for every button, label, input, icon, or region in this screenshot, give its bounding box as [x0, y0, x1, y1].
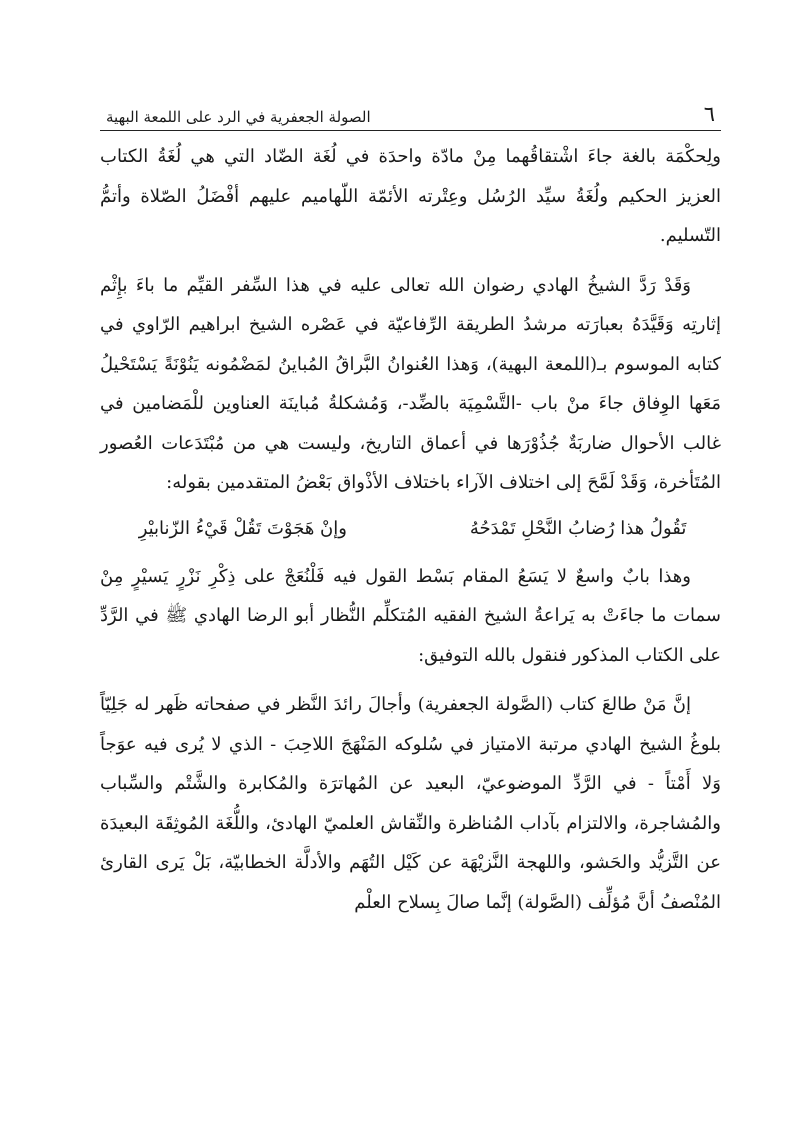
verse-second-hemistich: وإنْ هَجَوْتَ تَقُلْ قَيْءُ الزّنابيْرِ — [138, 517, 347, 539]
poetry-verse — [100, 509, 721, 549]
paragraph-intro: ولِحكْمَة بالغة جاءَ اشْتقاقُهما مِنْ مادّة واحدَة في لُغَة الضّاد التي هي لُغَةُ الكتاب العزيز الحكيم ولُغَةُ سيِّد الرُسُل وعِتْرته الأئمّة اللّهاميم عليهم أفْضَلُ الصّلاة وأتمُّ التّسليم. — [100, 146, 721, 246]
page-number: ٦ — [703, 102, 715, 126]
paragraph-response: وَقَدْ رَدَّ الشيخُ الهادي رضوان الله تعالى عليه في هذا السِّفر القيِّم ما باءَ بإِثْم إثارتِه وَقَيَّدَهُ بعبارَته مرشدُ الطريقة الرِّفاعيّة في عَصْره الشيخ ابراهيم الرّاوي في كتابه الموسوم بـ(اللمعة البهية)، وَهذا العُنوانُ البَّراقُ المُباينُ لمَضْمُونه يَنُوْنَةً يَسْتَحْيلُ مَعَها الوِفاق جاءَ منْ باب -التَّسْمِيَة بالضِّد-، وَمُشكلةُ مُباينَة العناوين للْمَضامين في غالب الأحوال ضاربَةٌ جُذُوْرَها في أعماق التاريخ، وليست هي من مُبْتَدَعات العُصور المُتَأخرة، وَقَدْ لَمَّحَ إلى اختلاف الآراء باختلاف الأذْواق بَعْضُ المتقدمين بقوله: — [100, 274, 721, 493]
running-title: الصولة الجعفرية في الرد على اللمعة البهية — [106, 108, 371, 126]
verse-first-hemistich: تَقُولُ هذا رُضابُ النَّحْلِ تَمْدَحُهُ — [469, 517, 687, 539]
page-header — [100, 90, 721, 131]
page-body — [100, 137, 721, 922]
paragraph-transition: وهذا بابٌ واسعٌ لا يَسَعُ المقام بَسْط القول فيه فَلْنُعَجْ على ذِكْرِ نَزْرٍ يَسيْرٍ مِنْ سمات ما جاءَتْ به يَراعةُ الشيخ الفقيه المُتكلِّم النُّظار أبو الرضا الهادي ﷺ في الرَّدِّ على الكتاب المذكور فنقول بالله التوفيق: — [100, 565, 721, 666]
paragraph-evaluation: إنَّ مَنْ طالعَ كتاب (الصَّولة الجعفرية) وأجالَ رائدَ النَّظر في صفحاته ظَهر له جَلِيّاً بلوغُ الشيخ الهادي مرتبة الامتياز في سُلوكه المَنْهَجَ اللاحِبَ - الذي لا يُرى فيه عوَجاً وَلا أَمْتاً - في الرَّدِّ الموضوعيّ، البعيد عن المُهاترَة والمُكابرة والشَّتْم والسِّباب والمُشاجرة، والالتزام بآداب المُناظرة والنِّقاش العلميّ الهادئ، واللُّغَة المُوثِقَة البعيدَة عن التَّزيُّد والحَشو، واللهجة النَّزيْهَة عن كَيْل التُهَم والأدلَّة الخطابيّة، بَلْ يَرى القارئ المُنْصفُ أنَّ مُؤلِّف (الصَّولة) إنَّما صالَ بِسلاح العلْم — [100, 694, 721, 913]
